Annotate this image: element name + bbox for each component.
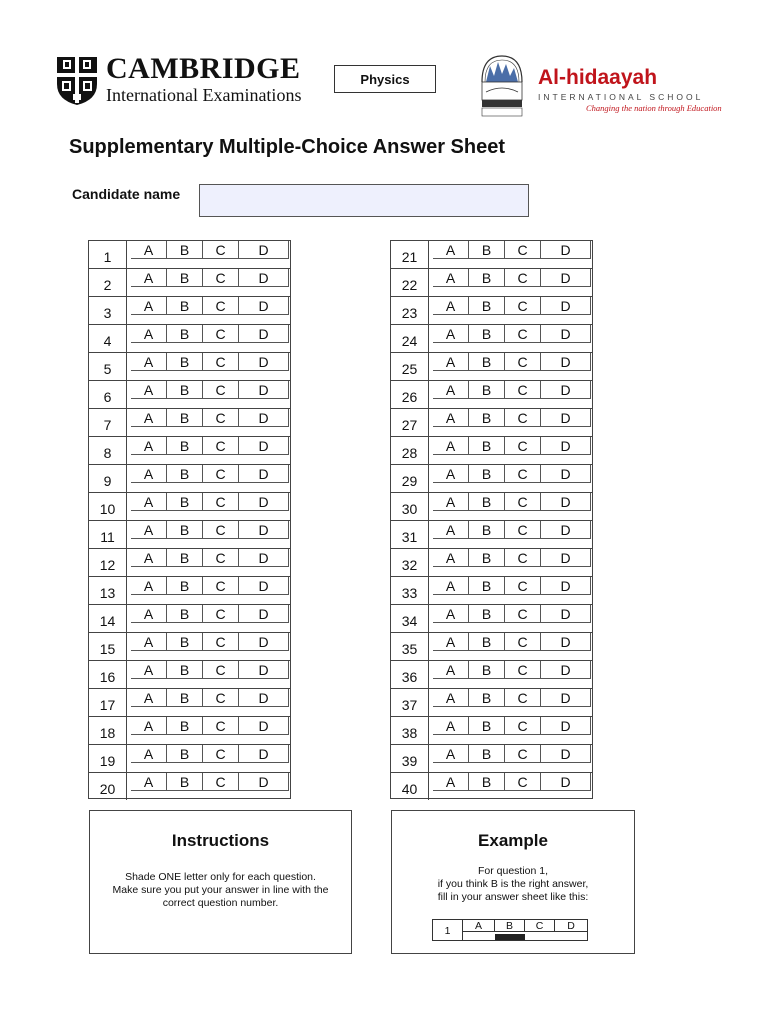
- answer-option-b[interactable]: B: [469, 521, 505, 539]
- answer-option-d[interactable]: D: [541, 325, 591, 343]
- answer-option-a[interactable]: A: [131, 241, 167, 259]
- answer-option-d[interactable]: D: [239, 269, 289, 287]
- answer-option-c[interactable]: C: [203, 521, 239, 539]
- question-number: 15: [89, 633, 127, 660]
- answer-option-b[interactable]: B: [167, 745, 203, 763]
- answer-option-c[interactable]: C: [203, 661, 239, 679]
- answer-option-a[interactable]: A: [131, 297, 167, 315]
- answer-option-c[interactable]: C: [203, 717, 239, 735]
- answer-option-d[interactable]: D: [239, 521, 289, 539]
- answer-option-b[interactable]: B: [469, 437, 505, 455]
- school-tagline: Changing the nation through Education: [586, 103, 722, 113]
- answer-option-c[interactable]: C: [203, 409, 239, 427]
- question-number: 39: [391, 745, 429, 772]
- example-option-d: D: [555, 920, 587, 932]
- question-number: 5: [89, 353, 127, 380]
- answer-option-c[interactable]: C: [505, 437, 541, 455]
- question-number: 2: [89, 269, 127, 296]
- question-number: 7: [89, 409, 127, 436]
- answer-row: [89, 660, 290, 688]
- example-option-a: A: [463, 920, 495, 932]
- question-number: 29: [391, 465, 429, 492]
- question-number: 26: [391, 381, 429, 408]
- answer-option-c[interactable]: C: [505, 409, 541, 427]
- question-number: 40: [391, 773, 429, 800]
- answer-option-c[interactable]: C: [505, 605, 541, 623]
- answer-option-b[interactable]: B: [469, 409, 505, 427]
- answer-option-a[interactable]: A: [131, 549, 167, 567]
- question-number: 22: [391, 269, 429, 296]
- answer-row: [89, 408, 290, 436]
- answer-option-c[interactable]: C: [505, 577, 541, 595]
- answer-option-c[interactable]: C: [203, 325, 239, 343]
- answer-option-a[interactable]: A: [433, 577, 469, 595]
- answer-option-b[interactable]: B: [469, 297, 505, 315]
- answer-option-a[interactable]: A: [131, 689, 167, 707]
- answer-option-d[interactable]: D: [239, 633, 289, 651]
- answer-option-b[interactable]: B: [469, 325, 505, 343]
- answer-option-c[interactable]: C: [203, 241, 239, 259]
- answer-option-c[interactable]: C: [203, 689, 239, 707]
- answer-option-b[interactable]: B: [167, 661, 203, 679]
- answer-option-a[interactable]: A: [131, 577, 167, 595]
- question-number: 4: [89, 325, 127, 352]
- answer-option-d[interactable]: D: [239, 297, 289, 315]
- answer-option-c[interactable]: C: [203, 773, 239, 791]
- answer-option-c[interactable]: C: [505, 745, 541, 763]
- answer-option-b[interactable]: B: [469, 605, 505, 623]
- answer-option-a[interactable]: A: [433, 605, 469, 623]
- answer-option-d[interactable]: D: [239, 745, 289, 763]
- answer-option-a[interactable]: A: [131, 465, 167, 483]
- example-text: [392, 865, 634, 904]
- answer-option-d[interactable]: D: [239, 549, 289, 567]
- answer-option-d[interactable]: D: [239, 437, 289, 455]
- answer-option-d[interactable]: D: [239, 465, 289, 483]
- answer-row: [89, 380, 290, 408]
- answer-option-c[interactable]: C: [505, 353, 541, 371]
- example-option-c: C: [525, 920, 555, 932]
- subject-box: Physics: [334, 65, 436, 93]
- answer-row: [391, 352, 592, 380]
- answer-option-d[interactable]: D: [239, 353, 289, 371]
- answer-option-d[interactable]: D: [541, 577, 591, 595]
- answer-row: [391, 240, 592, 268]
- answer-option-c[interactable]: C: [203, 549, 239, 567]
- question-number: 20: [89, 773, 127, 800]
- answer-row: [391, 380, 592, 408]
- question-number: 18: [89, 717, 127, 744]
- answer-option-a[interactable]: A: [131, 409, 167, 427]
- answer-option-b[interactable]: B: [167, 549, 203, 567]
- answer-option-b[interactable]: B: [167, 325, 203, 343]
- answer-row: [89, 688, 290, 716]
- example-shaded-mark: [495, 934, 525, 940]
- answer-option-a[interactable]: A: [131, 661, 167, 679]
- question-number: 31: [391, 521, 429, 548]
- answer-option-c[interactable]: C: [203, 381, 239, 399]
- answer-row: [89, 436, 290, 464]
- instructions-line: Make sure you put your answer in line with the: [112, 884, 329, 896]
- answer-option-b[interactable]: B: [167, 689, 203, 707]
- answer-option-c[interactable]: C: [505, 241, 541, 259]
- answer-option-b[interactable]: B: [469, 717, 505, 735]
- answer-row: [391, 464, 592, 492]
- example-box: [391, 810, 635, 954]
- answer-row: [391, 576, 592, 604]
- answer-option-b[interactable]: B: [469, 577, 505, 595]
- answer-option-d[interactable]: D: [239, 381, 289, 399]
- answer-option-a[interactable]: A: [131, 269, 167, 287]
- answer-option-d[interactable]: D: [541, 549, 591, 567]
- cambridge-subtitle: International Examinations: [106, 85, 302, 105]
- answer-row: [89, 716, 290, 744]
- answer-option-a[interactable]: A: [433, 353, 469, 371]
- answer-option-d[interactable]: D: [541, 605, 591, 623]
- answer-option-a[interactable]: A: [433, 465, 469, 483]
- school-name: Al-hidaayah: [538, 66, 658, 89]
- answer-option-d[interactable]: D: [239, 773, 289, 791]
- answer-option-b[interactable]: B: [167, 773, 203, 791]
- answer-option-a[interactable]: A: [433, 633, 469, 651]
- answer-option-a[interactable]: A: [433, 437, 469, 455]
- answer-option-b[interactable]: B: [469, 773, 505, 791]
- answer-row: [89, 772, 290, 800]
- answer-option-d[interactable]: D: [541, 493, 591, 511]
- answer-option-b[interactable]: B: [469, 689, 505, 707]
- question-number: 16: [89, 661, 127, 688]
- answer-row: [89, 296, 290, 324]
- answer-option-a[interactable]: A: [131, 745, 167, 763]
- answer-option-b[interactable]: B: [469, 381, 505, 399]
- answer-option-d[interactable]: D: [239, 241, 289, 259]
- example-question-number: 1: [433, 920, 463, 940]
- question-number: 17: [89, 689, 127, 716]
- answer-row: [89, 632, 290, 660]
- answer-option-a[interactable]: A: [131, 493, 167, 511]
- answer-option-a[interactable]: A: [433, 493, 469, 511]
- answer-option-a[interactable]: A: [131, 605, 167, 623]
- question-number: 6: [89, 381, 127, 408]
- question-number: 8: [89, 437, 127, 464]
- answer-row: [391, 520, 592, 548]
- answer-option-c[interactable]: C: [505, 549, 541, 567]
- answer-option-c[interactable]: C: [203, 605, 239, 623]
- answer-option-c[interactable]: C: [203, 437, 239, 455]
- question-number: 32: [391, 549, 429, 576]
- question-number: 11: [89, 521, 127, 548]
- question-number: 27: [391, 409, 429, 436]
- answer-table-right: [390, 240, 593, 799]
- answer-option-d[interactable]: D: [239, 493, 289, 511]
- answer-option-a[interactable]: A: [433, 409, 469, 427]
- answer-option-b[interactable]: B: [167, 409, 203, 427]
- answer-option-a[interactable]: A: [433, 549, 469, 567]
- school-subtitle: INTERNATIONAL SCHOOL: [538, 92, 704, 102]
- answer-option-b[interactable]: B: [167, 353, 203, 371]
- answer-option-b[interactable]: B: [167, 381, 203, 399]
- answer-option-b[interactable]: B: [167, 633, 203, 651]
- answer-option-c[interactable]: C: [505, 465, 541, 483]
- answer-row: [89, 548, 290, 576]
- answer-option-c[interactable]: C: [505, 381, 541, 399]
- answer-option-a[interactable]: A: [131, 633, 167, 651]
- answer-option-d[interactable]: D: [239, 605, 289, 623]
- answer-option-a[interactable]: A: [131, 325, 167, 343]
- answer-option-c[interactable]: C: [203, 633, 239, 651]
- answer-option-b[interactable]: B: [167, 577, 203, 595]
- answer-option-a[interactable]: A: [433, 297, 469, 315]
- answer-option-c[interactable]: C: [203, 465, 239, 483]
- answer-option-d[interactable]: D: [239, 577, 289, 595]
- answer-option-d[interactable]: D: [239, 325, 289, 343]
- answer-option-a[interactable]: A: [433, 269, 469, 287]
- example-title: Example: [478, 831, 548, 850]
- answer-option-c[interactable]: C: [505, 269, 541, 287]
- answer-option-c[interactable]: C: [505, 717, 541, 735]
- question-number: 24: [391, 325, 429, 352]
- question-number: 12: [89, 549, 127, 576]
- answer-option-c[interactable]: C: [505, 633, 541, 651]
- answer-row: [89, 352, 290, 380]
- cambridge-logo: [56, 52, 302, 110]
- answer-option-c[interactable]: C: [505, 661, 541, 679]
- page-title: Supplementary Multiple-Choice Answer Sheet: [69, 136, 506, 158]
- answer-row: [89, 604, 290, 632]
- answer-option-a[interactable]: A: [433, 661, 469, 679]
- answer-row: [89, 324, 290, 352]
- answer-option-a[interactable]: A: [131, 381, 167, 399]
- answer-option-b[interactable]: B: [469, 633, 505, 651]
- question-number: 23: [391, 297, 429, 324]
- answer-option-d[interactable]: D: [239, 409, 289, 427]
- answer-option-a[interactable]: A: [131, 353, 167, 371]
- question-number: 37: [391, 689, 429, 716]
- answer-row: [391, 744, 592, 772]
- question-number: 35: [391, 633, 429, 660]
- answer-row: [391, 268, 592, 296]
- question-number: 1: [89, 241, 127, 268]
- instructions-box: [89, 810, 352, 954]
- answer-row: [89, 744, 290, 772]
- answer-option-d[interactable]: D: [541, 745, 591, 763]
- answer-option-c[interactable]: C: [505, 689, 541, 707]
- answer-row: [391, 716, 592, 744]
- answer-row: [391, 408, 592, 436]
- answer-row: [89, 492, 290, 520]
- answer-option-a[interactable]: A: [433, 689, 469, 707]
- answer-option-b[interactable]: B: [469, 493, 505, 511]
- question-number: 21: [391, 241, 429, 268]
- answer-option-b[interactable]: B: [469, 465, 505, 483]
- answer-option-d[interactable]: D: [541, 661, 591, 679]
- instructions-line: correct question number.: [162, 897, 279, 909]
- answer-option-c[interactable]: C: [505, 521, 541, 539]
- answer-option-c[interactable]: C: [203, 493, 239, 511]
- question-number: 10: [89, 493, 127, 520]
- answer-option-b[interactable]: B: [469, 661, 505, 679]
- answer-row: [391, 296, 592, 324]
- answer-option-c[interactable]: C: [203, 353, 239, 371]
- question-number: 3: [89, 297, 127, 324]
- answer-option-a[interactable]: A: [433, 241, 469, 259]
- question-number: 13: [89, 577, 127, 604]
- answer-row: [391, 492, 592, 520]
- answer-option-b[interactable]: B: [469, 745, 505, 763]
- question-number: 38: [391, 717, 429, 744]
- question-number: 25: [391, 353, 429, 380]
- answer-row: [391, 548, 592, 576]
- answer-row: [89, 268, 290, 296]
- cambridge-shield-icon: [56, 56, 98, 106]
- answer-row: [89, 464, 290, 492]
- example-line: For question 1,: [477, 865, 549, 877]
- answer-option-d[interactable]: D: [541, 689, 591, 707]
- question-number: 36: [391, 661, 429, 688]
- example-option-b: B: [495, 920, 525, 932]
- answer-option-b[interactable]: B: [469, 269, 505, 287]
- answer-option-d[interactable]: D: [541, 381, 591, 399]
- answer-option-d[interactable]: D: [541, 437, 591, 455]
- example-answer-row: [432, 919, 588, 941]
- answer-row: [391, 772, 592, 800]
- question-number: 30: [391, 493, 429, 520]
- answer-option-b[interactable]: B: [167, 521, 203, 539]
- instructions-text: [90, 871, 351, 910]
- question-number: 14: [89, 605, 127, 632]
- question-number: 28: [391, 437, 429, 464]
- question-number: 34: [391, 605, 429, 632]
- answer-row: [89, 576, 290, 604]
- answer-option-a[interactable]: A: [433, 773, 469, 791]
- answer-option-d[interactable]: D: [541, 717, 591, 735]
- answer-option-b[interactable]: B: [167, 493, 203, 511]
- answer-row: [391, 660, 592, 688]
- answer-row: [391, 436, 592, 464]
- answer-option-a[interactable]: A: [131, 437, 167, 455]
- answer-row: [89, 520, 290, 548]
- answer-option-d[interactable]: D: [239, 661, 289, 679]
- school-emblem-icon: [476, 52, 528, 120]
- answer-row: [391, 688, 592, 716]
- answer-option-a[interactable]: A: [433, 717, 469, 735]
- candidate-name-label: Candidate name: [72, 186, 181, 202]
- answer-option-b[interactable]: B: [167, 605, 203, 623]
- answer-option-c[interactable]: C: [203, 745, 239, 763]
- answer-option-d[interactable]: D: [541, 633, 591, 651]
- answer-option-b[interactable]: B: [469, 241, 505, 259]
- answer-option-b[interactable]: B: [167, 437, 203, 455]
- example-line: fill in your answer sheet like this:: [437, 891, 589, 903]
- answer-option-b[interactable]: B: [167, 465, 203, 483]
- answer-row: [89, 240, 290, 268]
- answer-option-d[interactable]: D: [541, 241, 591, 259]
- answer-table-left: [88, 240, 291, 799]
- answer-option-d[interactable]: D: [541, 269, 591, 287]
- example-line: if you think B is the right answer,: [437, 878, 589, 890]
- question-number: 9: [89, 465, 127, 492]
- answer-option-a[interactable]: A: [433, 325, 469, 343]
- answer-row: [391, 632, 592, 660]
- answer-option-d[interactable]: D: [541, 521, 591, 539]
- answer-option-a[interactable]: A: [131, 521, 167, 539]
- answer-option-b[interactable]: B: [167, 241, 203, 259]
- answer-option-b[interactable]: B: [469, 549, 505, 567]
- answer-option-a[interactable]: A: [433, 381, 469, 399]
- answer-row: [391, 604, 592, 632]
- answer-option-d[interactable]: D: [541, 773, 591, 791]
- answer-option-a[interactable]: A: [131, 717, 167, 735]
- answer-option-b[interactable]: B: [469, 353, 505, 371]
- answer-option-c[interactable]: C: [505, 773, 541, 791]
- question-number: 33: [391, 577, 429, 604]
- cambridge-title: CAMBRIDGE: [106, 52, 301, 85]
- answer-option-c[interactable]: C: [203, 577, 239, 595]
- answer-option-b[interactable]: B: [167, 269, 203, 287]
- answer-option-c[interactable]: C: [203, 297, 239, 315]
- answer-option-d[interactable]: D: [239, 689, 289, 707]
- answer-option-c[interactable]: C: [505, 493, 541, 511]
- answer-option-d[interactable]: D: [541, 353, 591, 371]
- answer-option-a[interactable]: A: [433, 745, 469, 763]
- answer-option-a[interactable]: A: [433, 521, 469, 539]
- answer-option-a[interactable]: A: [131, 773, 167, 791]
- candidate-name-field[interactable]: [199, 184, 529, 217]
- question-number: 19: [89, 745, 127, 772]
- instructions-title: Instructions: [171, 831, 270, 850]
- answer-option-c[interactable]: C: [505, 325, 541, 343]
- answer-option-c[interactable]: C: [203, 269, 239, 287]
- instructions-line: Shade ONE letter only for each question.: [125, 871, 316, 883]
- answer-option-d[interactable]: D: [239, 717, 289, 735]
- answer-option-d[interactable]: D: [541, 297, 591, 315]
- answer-option-c[interactable]: C: [505, 297, 541, 315]
- answer-option-d[interactable]: D: [541, 465, 591, 483]
- answer-option-b[interactable]: B: [167, 297, 203, 315]
- answer-option-b[interactable]: B: [167, 717, 203, 735]
- answer-option-d[interactable]: D: [541, 409, 591, 427]
- answer-row: [391, 324, 592, 352]
